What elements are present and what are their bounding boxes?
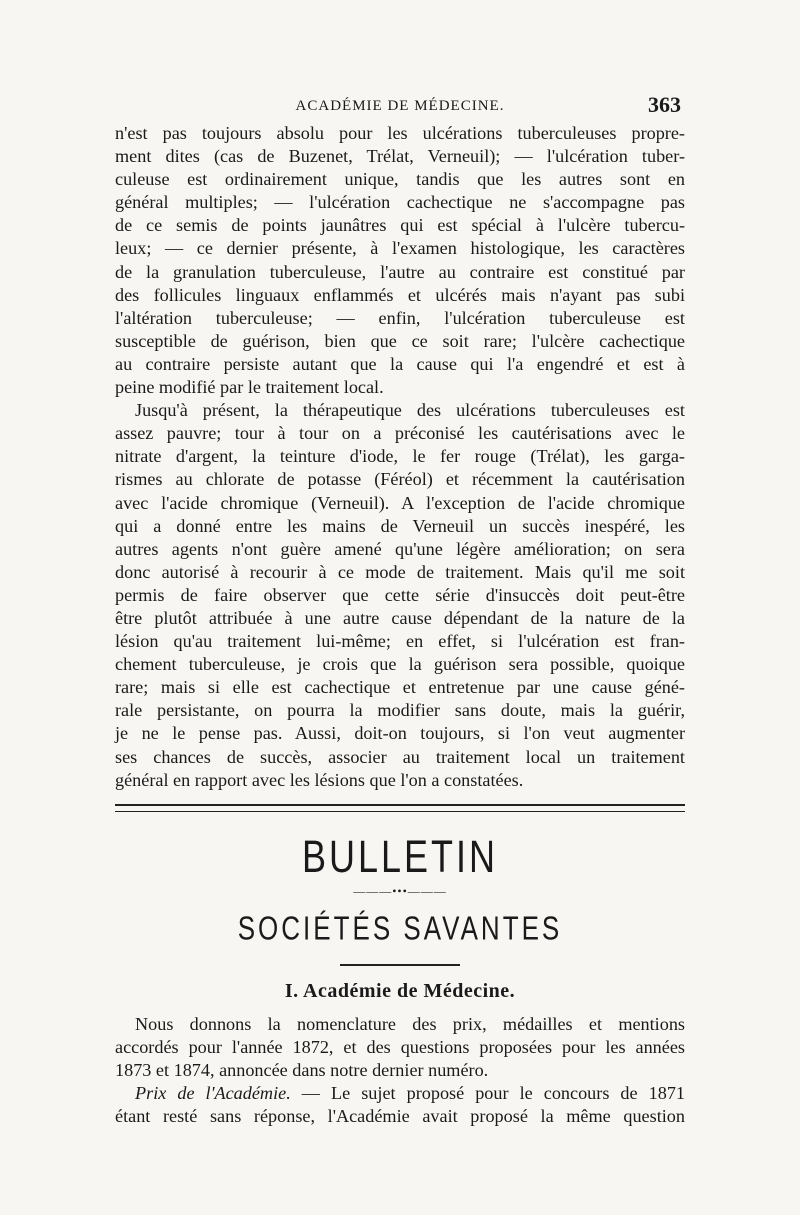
text-line: ses chances de succès, associer au traitement local un traitement xyxy=(115,746,685,767)
text-line: de la granulation tuberculeuse, l'autre au contraire est constitué par xyxy=(115,261,685,282)
text-line: rale persistante, on pourra la modifier sans doute, mais la guérir, xyxy=(115,700,685,721)
text-line: ment dites (cas de Buzenet, Trélat, Verneuil); — l'ulcération tuber- xyxy=(115,146,685,167)
text-line: lésion qu'au traitement lui-même; en effet, si l'ulcération est fran- xyxy=(115,631,685,652)
bulletin-title: BULLETIN xyxy=(301,830,499,882)
text-line: général en rapport avec les lésions que l'on a constatées. xyxy=(115,769,524,790)
text-line: peine modifié par le traitement local. xyxy=(115,377,384,398)
text-line: rare; mais si elle est cachectique et entretenue par une cause géné- xyxy=(115,677,685,698)
text-line: avec l'acide chromique (Verneuil). A l'exception de l'acide chromique xyxy=(115,492,685,513)
text-line: permis de faire observer que cette série d'insuccès doit peut-être xyxy=(115,584,685,605)
text-line: général multiples; — l'ulcération cachectique ne s'accompagne pas xyxy=(115,192,685,213)
text-line: leux; — ce dernier présente, à l'examen histologique, les caractères xyxy=(115,238,685,259)
running-head xyxy=(115,92,685,122)
text-line: susceptible de guérison, bien que ce soit rare; l'ulcère cachectique xyxy=(115,330,685,351)
text-line: qui a donné entre les mains de Verneuil un succès inespéré, les xyxy=(115,515,685,536)
text-line: au contraire persiste autant que la cause qui l'a engendré et est à xyxy=(115,353,685,374)
text-line: je ne le pense pas. Aussi, doit-on toujours, si l'on veut augmenter xyxy=(115,723,685,744)
text-line: Jusqu'à présent, la thérapeutique des ulcérations tuberculeuses est xyxy=(135,400,685,421)
running-title: ACADÉMIE DE MÉDECINE. xyxy=(295,98,505,114)
prize-text-line2: étant resté sans réponse, l'Académie avait proposé la même question xyxy=(115,1106,685,1127)
page-number: 363 xyxy=(648,92,681,117)
text-line: donc autorisé à recourir à ce mode de traitement. Mais qu'il me soit xyxy=(115,561,685,582)
ornament-divider: ———•••——— xyxy=(353,883,447,898)
text-line: assez pauvre; tour à tour on a préconisé les cautérisations avec le xyxy=(115,423,685,444)
text-line: rismes au chlorate de potasse (Féréol) et récemment la cautérisation xyxy=(115,469,685,490)
body-paragraph-1 xyxy=(115,122,685,399)
section-divider xyxy=(115,804,685,812)
text-line: l'altération tuberculeuse; — enfin, l'ulcération tuberculeuse est xyxy=(115,307,685,328)
text-line: accordés pour l'année 1872, et des questions proposées pour les années xyxy=(115,1036,685,1057)
body-paragraph-4 xyxy=(115,1082,685,1128)
body-paragraph-2 xyxy=(115,399,685,792)
text-line: culeuse est ordinairement unique, tandis que les autres sont en xyxy=(115,169,685,190)
prize-label: Prix de l'Académie. xyxy=(135,1083,291,1103)
text-line: n'est pas toujours absolu pour les ulcérations tuberculeuses propre- xyxy=(115,123,685,143)
page xyxy=(115,92,685,1128)
text-line: être plutôt attribuée à une autre cause dépendant de la nature de la xyxy=(115,607,685,628)
prize-text: — Le sujet proposé pour le concours de 1871 xyxy=(290,1083,686,1103)
text-line: autres agents n'ont guère amené qu'une légère amélioration; on sera xyxy=(115,538,685,559)
text-line: des follicules linguaux enflammés et ulcérés mais n'ayant pas subi xyxy=(115,284,685,305)
text-line: nitrate d'argent, la teinture d'iode, le fer rouge (Trélat), les garga- xyxy=(115,446,685,467)
text-line: 1873 et 1874, annoncée dans notre dernier numéro. xyxy=(115,1059,489,1080)
short-rule xyxy=(340,964,460,966)
societies-subtitle: SOCIÉTÉS SAVANTES xyxy=(237,908,563,948)
text-line: Nous donnons la nomenclature des prix, médailles et mentions xyxy=(135,1013,685,1034)
body-paragraph-3 xyxy=(115,1013,685,1082)
text-line: chement tuberculeuse, je crois que la guérison sera possible, quoique xyxy=(115,654,685,675)
section-heading: I. Académie de Médecine. xyxy=(284,979,516,1002)
text-line: de ce semis de points jaunâtres qui est spécial à l'ulcère tubercu- xyxy=(115,215,685,236)
